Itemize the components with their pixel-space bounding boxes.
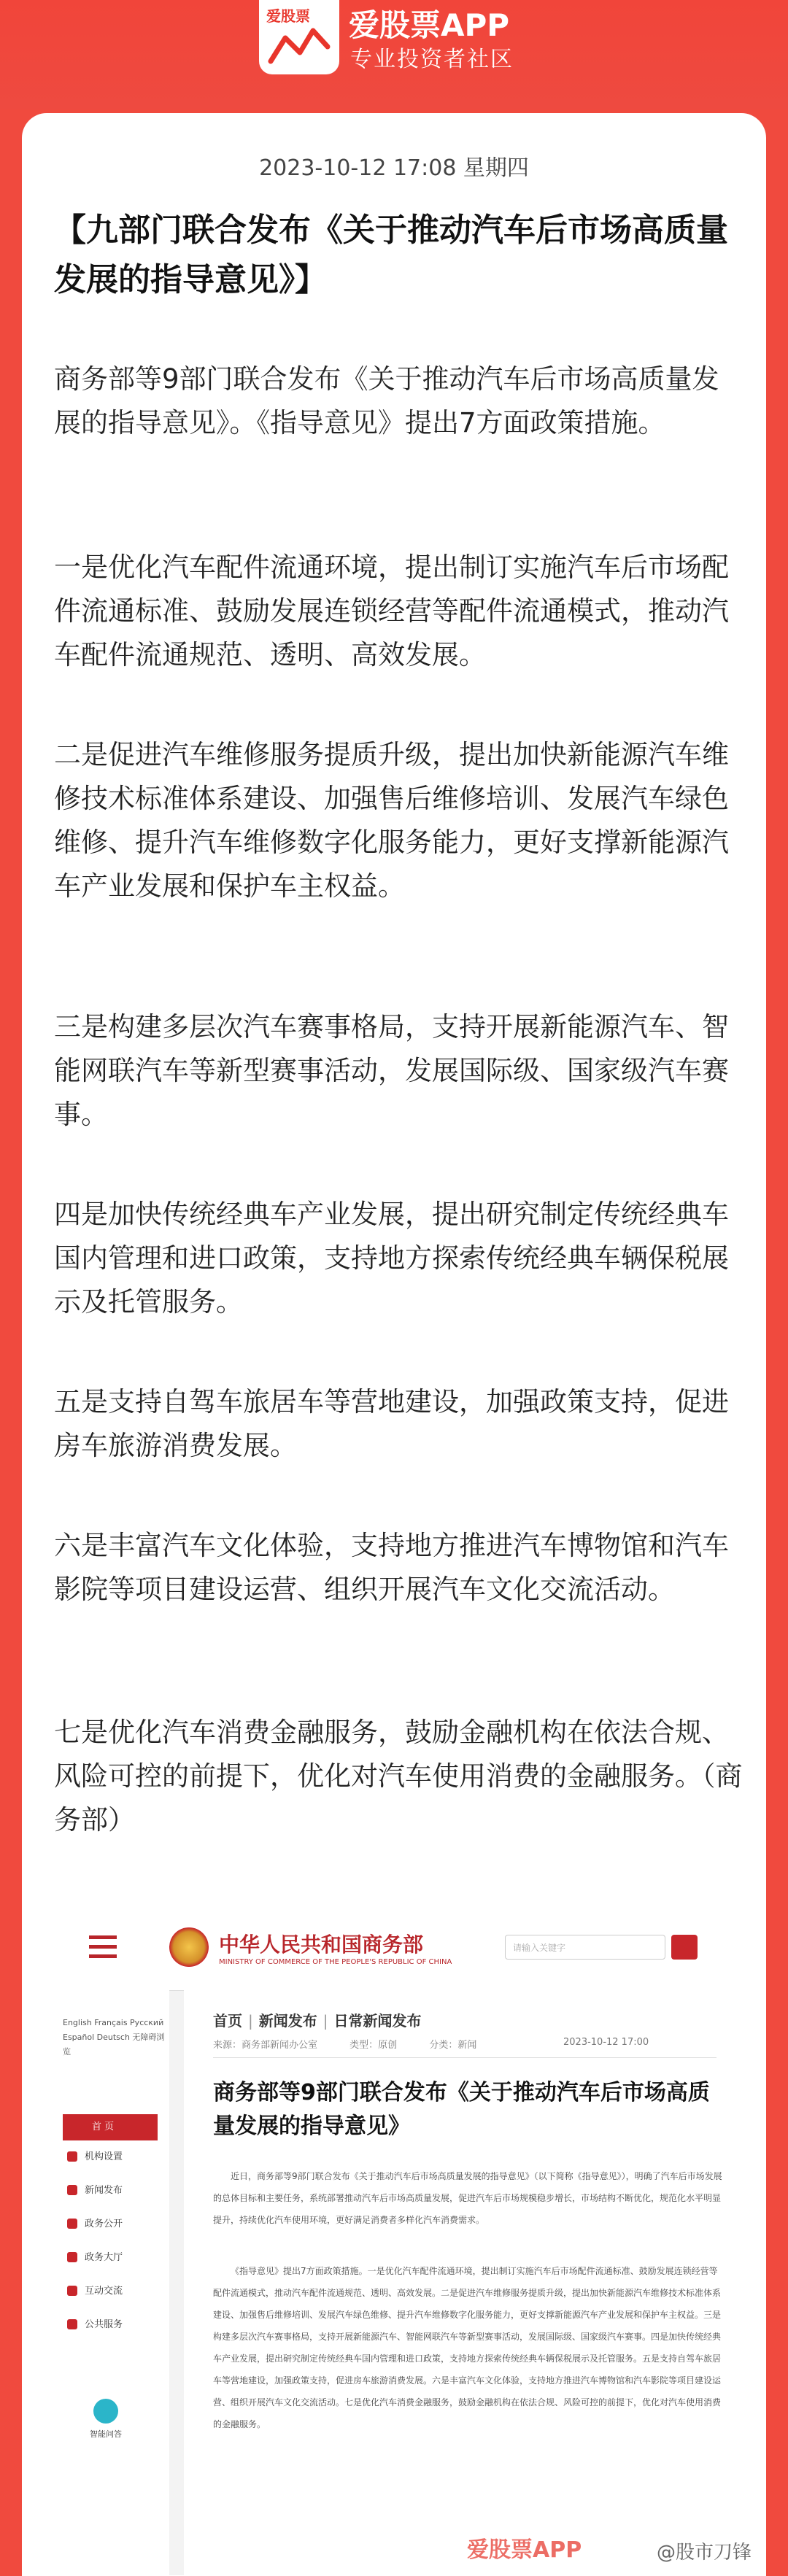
- embedded-nav-item: 互动交流: [63, 2275, 158, 2308]
- embedded-site-title: 中华人民共和国商务部: [219, 1933, 424, 1957]
- embedded-header: [45, 1904, 742, 1991]
- embedded-headline: 商务部等9部门联合发布《关于推动汽车后市场高质量发展的指导意见》: [213, 2080, 710, 2139]
- embedded-mini-app: 智能问答: [80, 2399, 131, 2440]
- article-paragraph: 二是促进汽车维修服务提质升级，提出加快新能源汽车维修技术标准体系建设、加强售后维修培训、发展汽车绿色维修、提升汽车维修数字化服务能力，更好支撑新能源汽车产业发展和保护车主权益。: [54, 739, 729, 902]
- article-paragraph: 五是支持自驾车旅居车等营地建设，加强政策支持，促进房车旅游消费发展。: [54, 1386, 729, 1461]
- watermark-user: @股市刀锋: [657, 2542, 752, 2564]
- article-date: 2023-10-12 17:08 星期四: [259, 155, 529, 181]
- embedded-nav: [63, 2114, 158, 2342]
- app-name: 爱股票APP: [349, 7, 510, 43]
- menu-icon: [89, 1935, 117, 1957]
- embedded-sidebar: [45, 1990, 169, 2575]
- embedded-nav-item: 政务大厅: [63, 2241, 158, 2275]
- embedded-nav-item: 政务公开: [63, 2208, 158, 2241]
- search-icon: [671, 1935, 698, 1960]
- logo-chart-icon: [268, 25, 331, 66]
- embedded-paragraph: 《指导意见》提出7方面政策措施。一是优化汽车配件流通环境，提出制订实施汽车后市场配件流通标准、鼓励发展连锁经营等配件流通模式，推动汽车配件流通规范、透明、高效发展。二是促进汽车维修服务提质升级，提出加快新能源汽车维修技术标准体系建设、加强售后维修培训、发展汽车绿色维修、提升汽车维修数字化服务能力，更好支撑新能源汽车产业发展和保护车主权益。三是构建多层次汽车赛事格局，支持开展新能源汽车、智能网联汽车等新型赛事活动，发展国际级、国家级汽车赛事。四是加快传统经典车产业发展，提出研究制定传统经典车国内管理和进口政策，支持地方探索传统经典车辆保税展示及托管服务。五是支持自驾车旅居车等营地建设，加强政策支持，促进房车旅游消费发展。六是丰富汽车文化体验，支持地方推进汽车博物馆和汽车影院等项目建设运营、组织开展汽车文化交流活动。七是优化汽车消费金融服务，鼓励金融机构在依法合规、风险可控的前提下，优化对汽车使用消费的金融服务。: [213, 2266, 722, 2429]
- embedded-languages: English Français Русский Español Deutsch 无障碍浏览: [63, 2018, 165, 2057]
- article-paragraph: 七是优化汽车消费金融服务，鼓励金融机构在依法合规、风险可控的前提下，优化对汽车使用消费的金融服务。（商务部）: [54, 1717, 743, 1836]
- embedded-breadcrumb: 首页 | 新闻发布 | 日常新闻发布: [213, 2012, 422, 2030]
- article-paragraph: 商务部等9部门联合发布《关于推动汽车后市场高质量发展的指导意见》。《指导意见》提出7方面政策措施。: [54, 363, 719, 438]
- article-title: 【九部门联合发布《关于推动汽车后市场高质量发展的指导意见》】: [54, 212, 728, 298]
- embedded-search-box: 请输入关键字: [505, 1935, 665, 1960]
- app-header: [0, 0, 788, 109]
- app-slogan: 专业投资者社区: [350, 47, 514, 72]
- divider: [213, 2057, 716, 2058]
- embedded-site-subtitle: MINISTRY OF COMMERCE OF THE PEOPLE'S REPUBLIC OF CHINA: [219, 1958, 452, 1966]
- article-paragraph: 四是加快传统经典车产业发展，提出研究制定传统经典车国内管理和进口政策，支持地方探索传统经典车辆保税展示及托管服务。: [54, 1199, 729, 1318]
- article-paragraph: 六是丰富汽车文化体验，支持地方推进汽车博物馆和汽车影院等项目建设运营、组织开展汽车文化交流活动。: [54, 1530, 729, 1605]
- embedded-paragraph: 近日，商务部等9部门联合发布《关于推动汽车后市场高质量发展的指导意见》（以下简称《指导意见》），明确了汽车后市场发展的总体目标和主要任务，系统部署推动汽车后市场高质量发展，促进汽车后市场规模稳步增长，市场结构不断优化，规范化水平明显提升，持续优化汽车使用环境，更好满足消费者多样化汽车消费需求。: [213, 2171, 722, 2225]
- logo-text: 爱股票: [266, 9, 310, 25]
- embedded-nav-item: 机构设置: [63, 2140, 158, 2174]
- embedded-nav-item: 首 页: [63, 2114, 158, 2140]
- watermark-app: 爱股票APP: [467, 2537, 582, 2563]
- article-paragraph: 三是构建多层次汽车赛事格局，支持开展新能源汽车、智能网联汽车等新型赛事活动，发展国际级、国家级汽车赛事。: [54, 1011, 729, 1130]
- embedded-nav-item: 公共服务: [63, 2308, 158, 2342]
- embedded-meta: 来源：商务部新闻办公室 类型：原创 分类：新闻 2023-10-12 17:00: [213, 2037, 649, 2051]
- embedded-nav-item: 新闻发布: [63, 2174, 158, 2208]
- chat-icon: [93, 2399, 118, 2424]
- app-logo[interactable]: [259, 0, 339, 74]
- embedded-main: [184, 1990, 742, 2575]
- embedded-webpage-screenshot: [45, 1904, 742, 2575]
- article-card: [22, 113, 766, 2576]
- national-emblem-icon: [169, 1927, 209, 1967]
- article-paragraph: 一是优化汽车配件流通环境，提出制订实施汽车后市场配件流通标准、鼓励发展连锁经营等配件流通模式，推动汽车配件流通规范、透明、高效发展。: [54, 552, 729, 670]
